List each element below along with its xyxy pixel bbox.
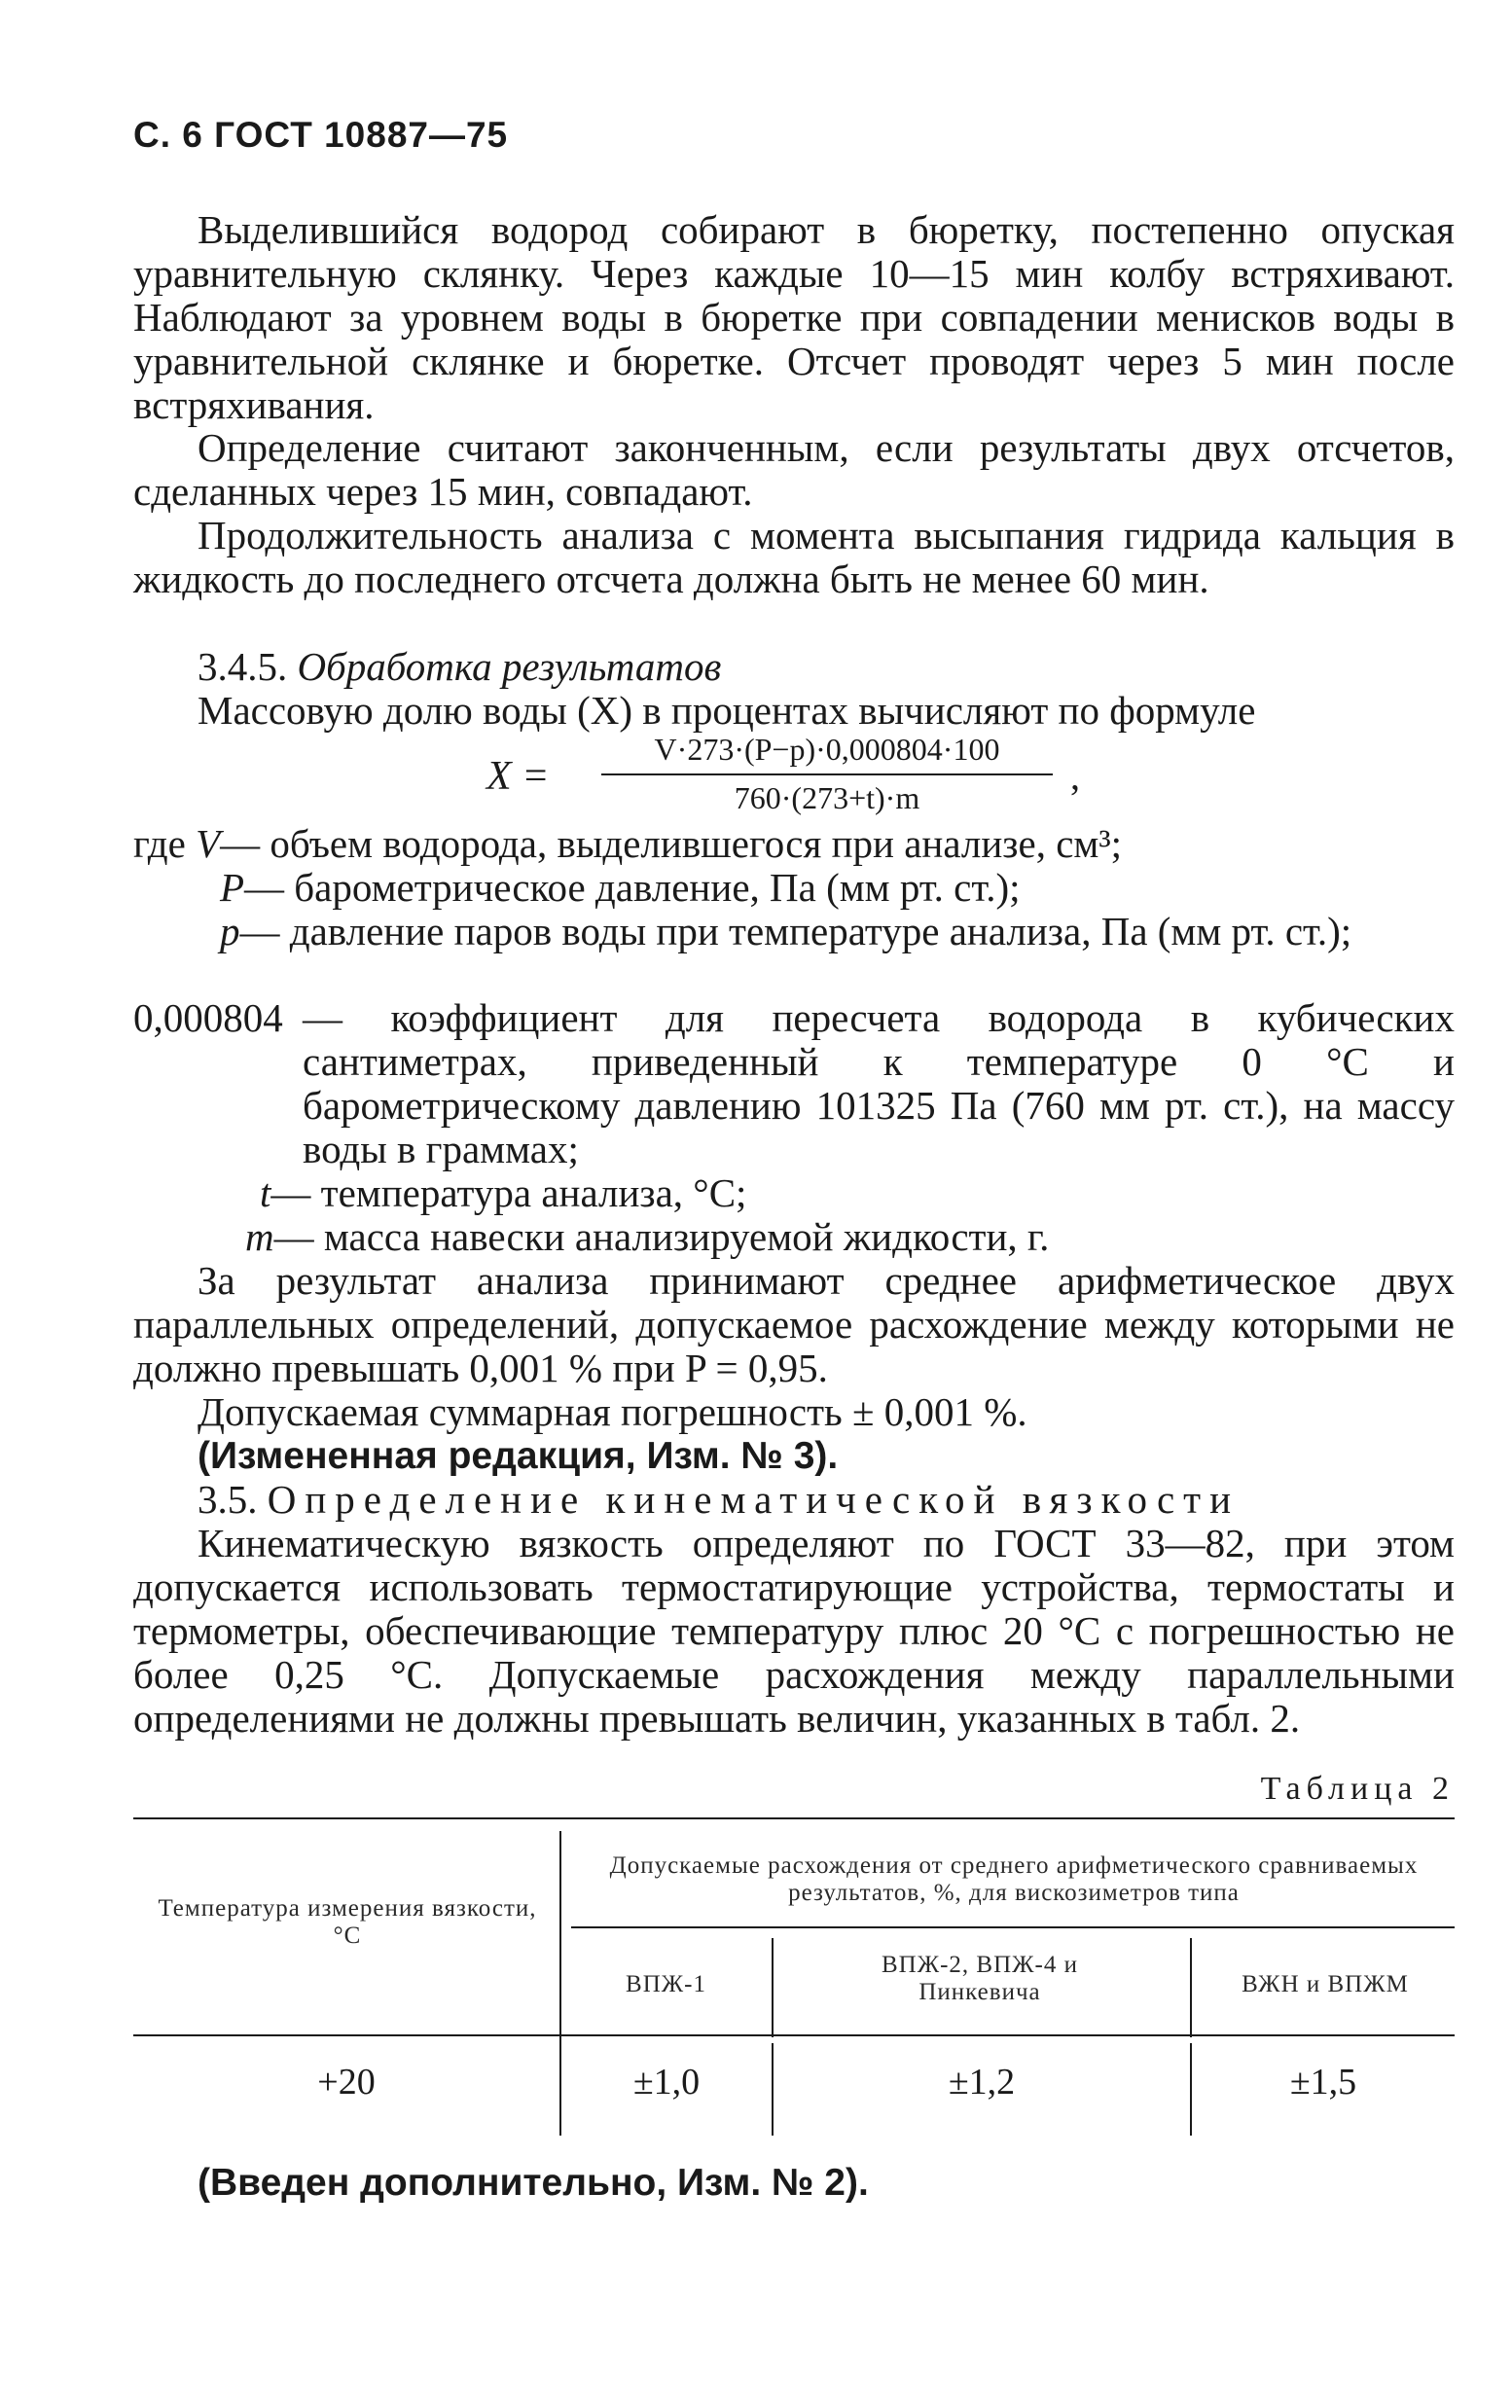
definition-prefix: где xyxy=(133,821,197,866)
cell-vpzh1-value: ±1,0 xyxy=(632,2062,701,2103)
formula-numerator: V·273·(P−p)·0,000804·100 xyxy=(654,732,1000,767)
col-divider-3-header xyxy=(1190,1938,1192,2037)
header-bottom-rule xyxy=(133,2034,1455,2036)
formula-comma: , xyxy=(1070,754,1080,798)
amendment-note-2: (Введен дополнительно, Изм. № 2). xyxy=(198,2162,869,2204)
definition-symbol: p xyxy=(220,909,240,953)
definition-symbol: m xyxy=(245,1214,274,1259)
header-allowed-deviations: Допускаемые расхождения от среднего арифметического сравниваемых результатов, %, для вискозиметров типа xyxy=(609,1852,1419,1906)
definition-symbol: t xyxy=(260,1170,271,1215)
definition-text: — объем водорода, выделившегося при анализе, см³; xyxy=(220,821,1123,866)
table-2 xyxy=(133,1817,1455,2143)
section-number: 3.5. xyxy=(198,1477,258,1522)
definition-text: — масса навески анализируемой жидкости, г. xyxy=(273,1214,1050,1259)
definition-p xyxy=(220,910,1456,953)
cell-vpzh2-value: ±1,2 xyxy=(948,2062,1016,2103)
amendment-note-3: (Измененная редакция, Изм. № 3). xyxy=(198,1435,839,1477)
formula-intro: Массовую долю воды (X) в процентах вычисляют по формуле xyxy=(198,688,1256,733)
paragraph-hydrogen-collection: Выделившийся водород собирают в бюретку, постепенно опуская уравнительную склянку. Через каждые 10—15 мин колбу встряхивают. Наблюдают за уровнем воды в бюретке при совпадении менисков воды в уравнительной склянке и бюретке. Отсчет проводят через 5 мин после встряхивания. xyxy=(133,207,1455,427)
definition-text: — температура анализа, °С; xyxy=(270,1170,747,1215)
section-title: Обработка результатов xyxy=(297,644,722,689)
definition-P xyxy=(220,866,1456,910)
section-3-4-5-heading xyxy=(133,645,1455,689)
header-temperature: Температура измерения вязкости, °С xyxy=(158,1895,537,1949)
col-divider-1-header xyxy=(559,1831,561,2043)
section-number: 3.4.5. xyxy=(198,644,288,689)
definition-text: — барометрическое давление, Па (мм рт. ст.); xyxy=(244,865,1021,910)
cell-vzhn-value: ±1,5 xyxy=(1289,2062,1357,2103)
paragraph-determination-complete: Определение считают законченным, если результаты двух отсчетов, сделанных через 15 мин, совпадают. xyxy=(133,425,1455,514)
definition-V xyxy=(133,822,1455,866)
definition-symbol: V xyxy=(196,821,221,866)
formula-denominator: 760·(273+t)·m xyxy=(734,780,920,815)
paragraph-result-definition: За результат анализа принимают среднее арифметическое двух параллельных определений, допускаемое расхождение между которыми не должно превышать 0,001 % при P = 0,95. xyxy=(133,1258,1455,1390)
definition-text: — давление паров воды при температуре анализа, Па (мм рт. ст.); xyxy=(239,909,1352,953)
section-3-5-heading xyxy=(133,1478,1455,1522)
fraction-bar xyxy=(601,773,1053,775)
header-vpzh2-vpzh4-pinkevich: ВПЖ-2, ВПЖ-4 и Пинкевича xyxy=(881,1952,1079,2005)
definition-t xyxy=(260,1171,1455,1215)
definition-symbol: 0,000804 xyxy=(133,995,283,1040)
water-fraction-formula xyxy=(486,732,1148,829)
paragraph-analysis-duration: Продолжительность анализа с момента высыпания гидрида кальция в жидкость до последнего отсчета должна быть не менее 60 мин. xyxy=(133,513,1455,601)
definition-m xyxy=(245,1215,1455,1259)
header-vpzh1: ВПЖ-1 xyxy=(626,1971,706,1997)
header-vzhn-vpzhm: ВЖН и ВПЖМ xyxy=(1242,1971,1409,1997)
page-header: С. 6 ГОСТ 10887—75 xyxy=(133,115,509,155)
table-top-rule xyxy=(133,1817,1455,1819)
section-title: Определение кинематической вязкости xyxy=(267,1477,1241,1522)
paragraph-total-error: Допускаемая суммарная погрешность ± 0,001 %. xyxy=(198,1389,1027,1434)
definition-text: — коэффициент для пересчета водорода в кубических сантиметрах, приведенный к температуре 0 °С и барометрическому давлению 101325 Па (760 мм рт. ст.), на массу воды в граммах; xyxy=(303,995,1455,1171)
cell-temperature: +20 xyxy=(317,2062,376,2103)
col-divider-2-header xyxy=(772,1938,774,2037)
table-caption: Таблица 2 xyxy=(1260,1771,1455,1807)
definition-symbol: P xyxy=(220,865,245,910)
group-header-rule xyxy=(571,1926,1455,1928)
paragraph-kinematic-viscosity: Кинематическую вязкость определяют по ГОСТ 33—82, при этом допускается использовать термостатирующие устройства, термостаты и термометры, обеспечивающие температуру плюс 20 °С с погрешностью не более 0,25 °С. Допускаемые расхождения между параллельными определениями не должны превышать величин, указанных в табл. 2. xyxy=(133,1521,1455,1741)
formula-lhs: X = xyxy=(486,754,550,799)
